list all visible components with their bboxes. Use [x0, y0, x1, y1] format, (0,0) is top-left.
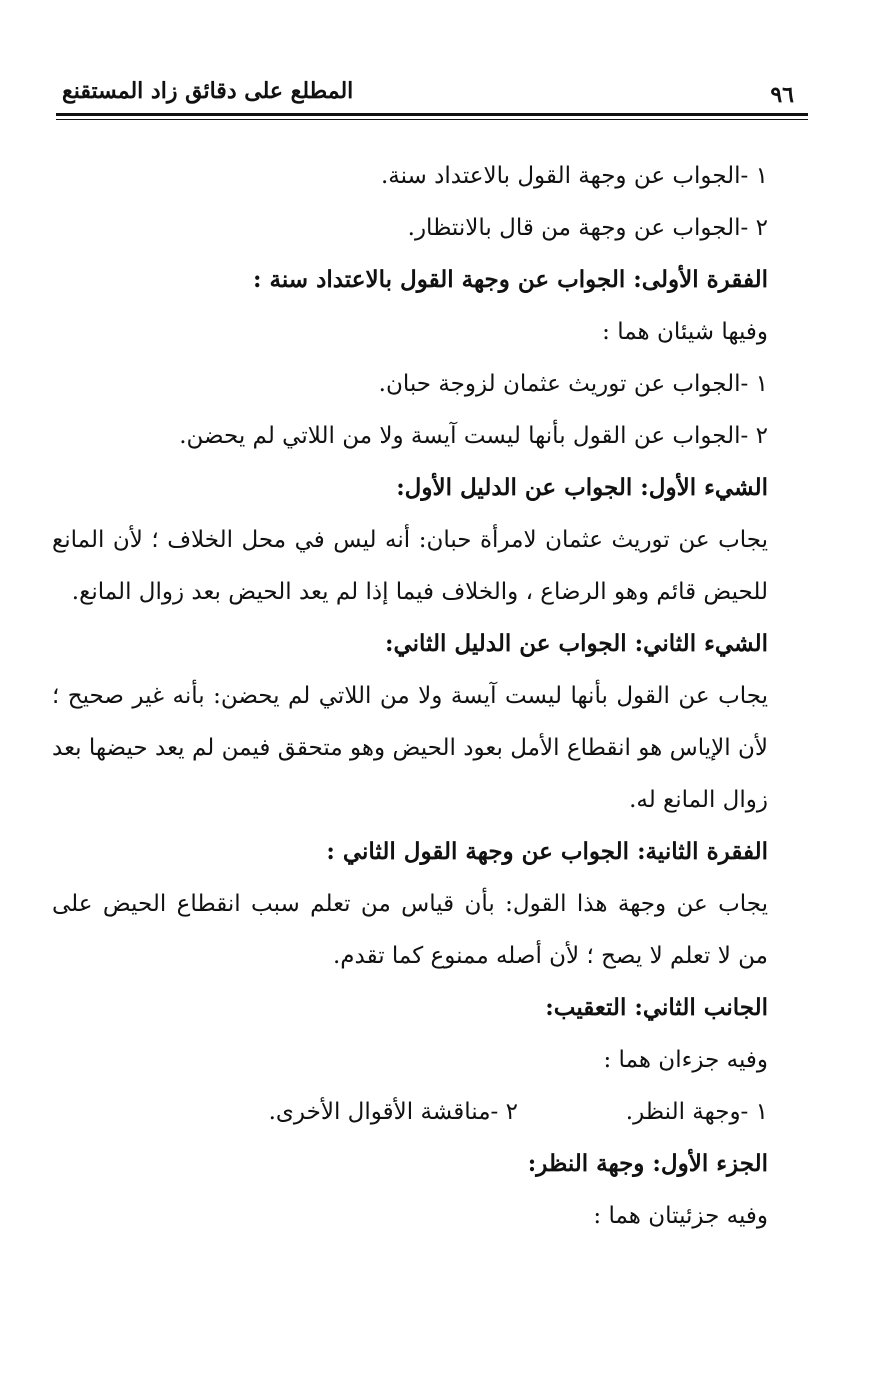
header-rule-thin: [56, 119, 808, 120]
list-item-answer-year: ١ -الجواب عن وجهة القول بالاعتداد سنة.: [380, 163, 768, 189]
list-item-not-despairing: ٢ -الجواب عن القول بأنها ليست آيسة ولا من اللاتي لم يحضن.: [179, 423, 768, 449]
book-title: المطلع على دقائق زاد المستقنع: [62, 78, 354, 104]
intro-two-parts: وفيه جزءان هما :: [603, 1047, 768, 1073]
intro-two-subparts: وفيه جزئيتان هما :: [593, 1203, 768, 1229]
section-heading-second-thing: الشيء الثاني: الجواب عن الدليل الثاني:: [385, 630, 768, 657]
list-item-viewpoint: ١ -وجهة النظر.: [625, 1099, 768, 1125]
section-heading-first-paragraph: الفقرة الأولى: الجواب عن وجهة القول بالاعتداد سنة :: [253, 266, 768, 293]
section-heading-first-thing: الشيء الأول: الجواب عن الدليل الأول:: [396, 474, 768, 501]
page-number: ٩٦: [770, 82, 794, 108]
section-heading-commentary: الجانب الثاني: التعقيب:: [545, 994, 768, 1021]
two-column-list: [52, 1086, 768, 1138]
section-heading-first-part: الجزء الأول: وجهة النظر:: [527, 1150, 768, 1177]
header-rule-thick: [56, 113, 808, 116]
intro-two-things: وفيها شيئان هما :: [602, 319, 768, 345]
paragraph-second-view-answer: يجاب عن وجهة هذا القول: بأن قياس من تعلم سبب انقطاع الحيض على من لا تعلم لا يصح ؛ لأن أصله ممنوع كما تقدم.: [52, 891, 768, 969]
page-body: [52, 150, 768, 1242]
list-item-answer-waiting: ٢ -الجواب عن وجهة من قال بالانتظار.: [407, 215, 768, 241]
list-item-other-opinions: ٢ -مناقشة الأقوال الأخرى.: [268, 1099, 518, 1125]
list-item-uthman-inheritance: ١ -الجواب عن توريث عثمان لزوجة حبان.: [378, 371, 768, 397]
running-header: [58, 70, 808, 110]
paragraph-second-answer: يجاب عن القول بأنها ليست آيسة ولا من اللاتي لم يحضن: بأنه غير صحيح ؛ لأن الإياس هو انقطاع الأمل بعود الحيض وهو متحقق فيمن لم يعد حيضها بعد زوال المانع له.: [52, 683, 768, 813]
paragraph-first-answer: يجاب عن توريث عثمان لامرأة حبان: أنه ليس في محل الخلاف ؛ لأن المانع للحيض قائم وهو الرضاع ، والخلاف فيما إذا لم يعد الحيض بعد زوال المانع.: [52, 527, 768, 605]
section-heading-second-paragraph: الفقرة الثانية: الجواب عن وجهة القول الثاني :: [326, 838, 768, 865]
